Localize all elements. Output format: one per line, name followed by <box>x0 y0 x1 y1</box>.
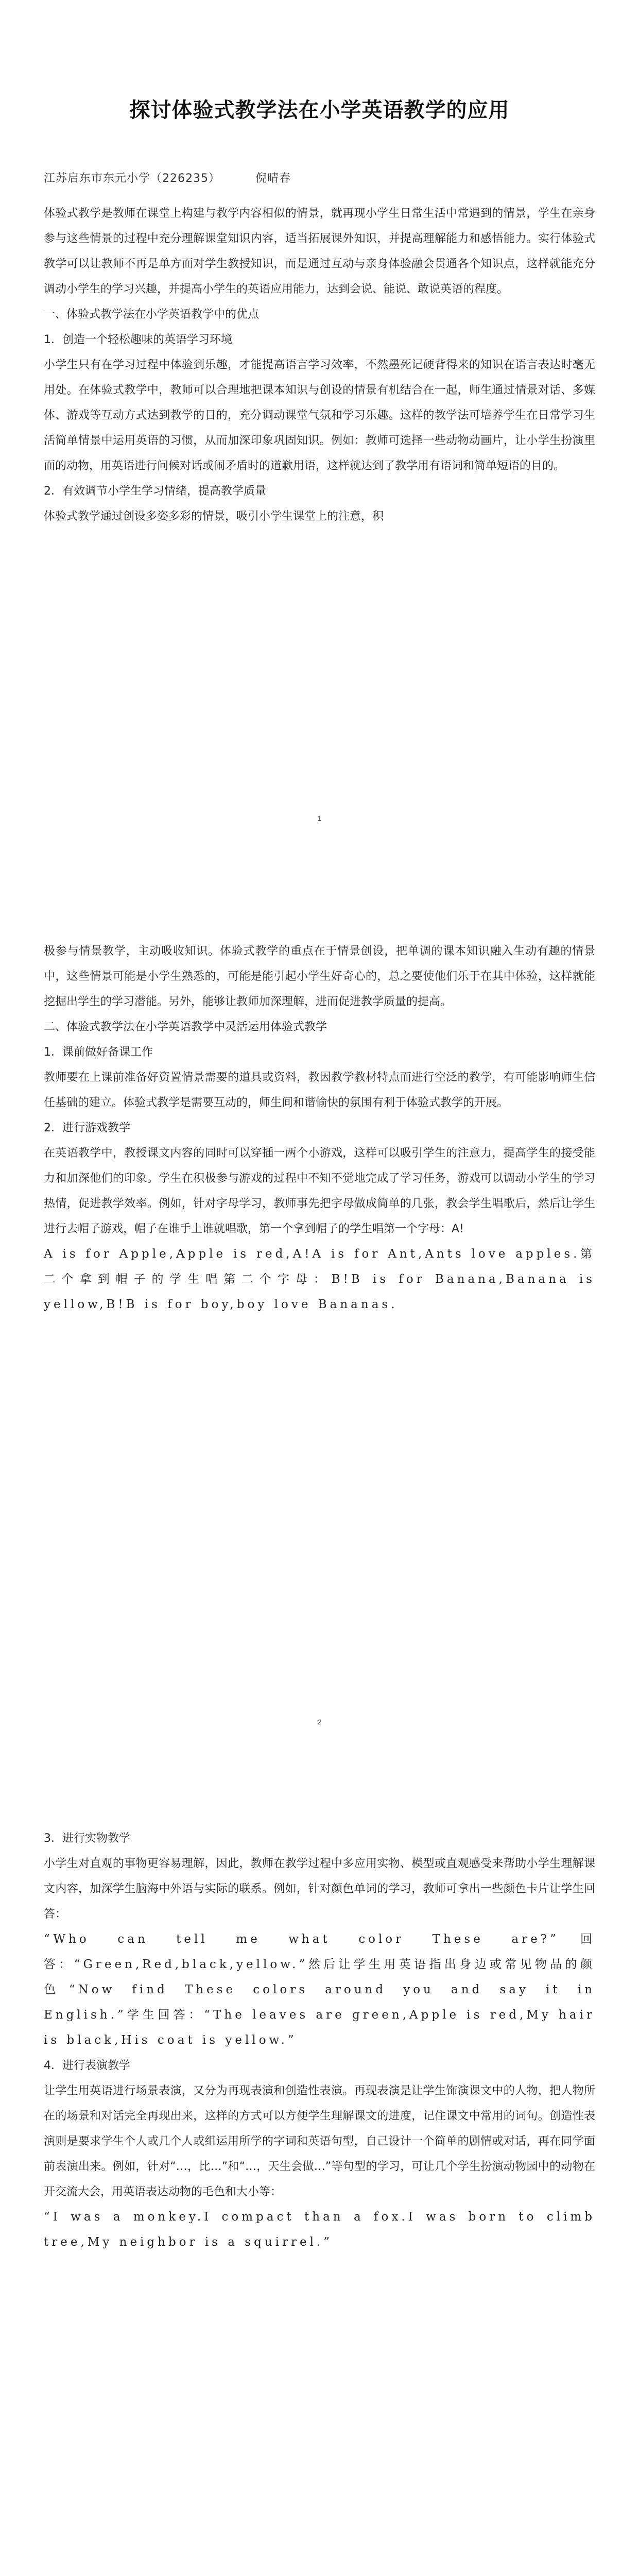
subsection-heading: 3．进行实物教学 <box>44 1832 130 1845</box>
document-page-2 <box>0 904 639 1807</box>
section-heading: 一、体验式教学法在小学英语教学中的优点 <box>44 308 260 321</box>
paragraph: 小学生对直观的事物更容易理解，因此，教师在教学过程中多应用实物、模型或直观感受来帮助小学生理解课文内容，加深学生脑海中外语与实际的联系。例如，针对颜色单词的学习，教师可拿出一些颜色卡片让学生回答： <box>44 1857 595 1921</box>
page-2-content <box>44 939 595 1317</box>
page-number: 1 <box>317 814 322 822</box>
paragraph: 体验式教学通过创设多姿多彩的情景，吸引小学生课堂上的注意，积 <box>44 510 384 523</box>
byline <box>44 170 595 185</box>
paragraph: 教师要在上课前准备好资置情景需要的道具或资料，教因教学教材特点而进行空泛的教学，有可能影响师生信任基础的建立。体验式教学是需要互动的，师生间和谐愉快的氛围有利于体验式教学的开展。 <box>44 1071 595 1109</box>
page-3-content <box>44 1826 595 2255</box>
subsection-heading: 4．进行表演教学 <box>44 2059 130 2072</box>
subsection-heading: 2．进行游戏教学 <box>44 1122 130 1134</box>
section-heading: 二、体验式教学法在小学英语教学中灵活运用体验式教学 <box>44 1021 327 1033</box>
author-name: 倪晴春 <box>255 172 291 185</box>
paragraph: 极参与情景教学，主动吸收知识。体验式教学的重点在于情景创设，把单调的课本知识融入生动有趣的情景中，这些情景可能是小学生熟悉的，可能是能引起小学生好奇心的，总之要使他们乐于在其中体验，这样就能挖掘出学生的学习潜能。另外，能够让教师加深理解，进而促进教学质量的提高。 <box>44 945 595 1008</box>
paragraph: 小学生只有在学习过程中体验到乐趣，才能提高语言学习效率，不然墨死记硬背得来的知识在语言表达时毫无用处。在体验式教学中，教师可以合理地把课本知识与创设的情景有机结合在一起，师生通过情景对话、多媒体、游戏等互动方式达到教学的目的，充分调动课堂气氛和学习乐趣。这样的教学法可培养学生在日常学习生活简单情景中运用英语的习惯，从而加深印象巩固知识。例如：教师可选择一些动物动画片，让小学生扮演里面的动物，用英语进行问候对话或闹矛盾时的道歉用语，这样就达到了教学用有语词和简单短语的目的。 <box>44 359 595 472</box>
english-dialogue: “I was a monkey.I compact than a fox.I was born to climb tree,My neighbor is a squirrel.” <box>44 2210 595 2249</box>
document-page-3 <box>0 1807 639 2576</box>
subsection-heading: 1．课前做好备课工作 <box>44 1046 153 1059</box>
page-number: 2 <box>317 1718 322 1726</box>
article-title: 探讨体验式教学法在小学英语教学的应用 <box>129 98 510 122</box>
paragraph: 体验式教学是教师在课堂上构建与教学内容相似的情景，就再现小学生日常生活中常遇到的情景，学生在亲身参与这些情景的过程中充分理解课堂知识内容，适当拓展课外知识，并提高理解能力和感悟能力。实行体验式教学可以让教师不再是单方面对学生教授知识，而是通过互动与亲身体验融会贯通各个知识点，这样就能充分调动小学生的学习兴趣，并提高小学生的英语应用能力，达到会说、能说、敢说英语的程度。 <box>44 207 595 296</box>
subsection-heading: 2．有效调节小学生学习情绪，提高教学质量 <box>44 485 266 498</box>
paragraph: 在英语教学中，教授课文内容的同时可以穿插一两个小游戏，这样可以吸引学生的注意力，提高学生的接受能力和加深他们的印象。学生在积极参与游戏的过程中不知不觉地完成了学习任务，游戏可以调动小学生的学习热情，促进教学效率。例如，针对字母学习，教师事先把字母做成简单的几张，教会学生唱歌后，然后让学生进行去帽子游戏，帽子在谁手上谁就唱歌，第一个拿到帽子的学生唱第一个字母：A! <box>44 1147 595 1235</box>
page-1-content <box>44 0 595 529</box>
english-dialogue: “Who can tell me what color These are?”回答：“Green,Red,black,yellow.”然后让学生用英语指出身边或常见物品的颜色“Now find These colors around you and say it in English.”学生回答：“The leaves are green,Apple is red,My hair is black,His coat is yellow.” <box>44 1933 595 2047</box>
english-song-lyrics: A is for Apple,Apple is red,A!A is for Ant,Ants love apples.第二个拿到帽子的学生唱第二个字母：B!B is for Banana,Banana is yellow,B!B is for boy,boy love Bananas. <box>44 1247 595 1311</box>
paragraph: 让学生用英语进行场景表演，又分为再现表演和创造性表演。再现表演是让学生饰演课文中的人物，把人物所在的场景和对话完全再现出来，这样的方式可以方便学生理解课文的进度，记住课文中常用的词句。创造性表演则是要求学生个人或几个人或组运用所学的字词和英语句型，自己设计一个简单的剧情或对话，再在同学面前表演出来。例如，针对“…，比…”和“…，天生会做…”等句型的学习，可让几个学生扮演动物园中的动物在开交流大会，用英语表达动物的毛色和大小等： <box>44 2084 595 2198</box>
author-affiliation: 江苏启东市东元小学（226235） <box>44 172 220 185</box>
subsection-heading: 1．创造一个轻松趣味的英语学习环境 <box>44 333 232 346</box>
document-page-1 <box>0 0 639 904</box>
